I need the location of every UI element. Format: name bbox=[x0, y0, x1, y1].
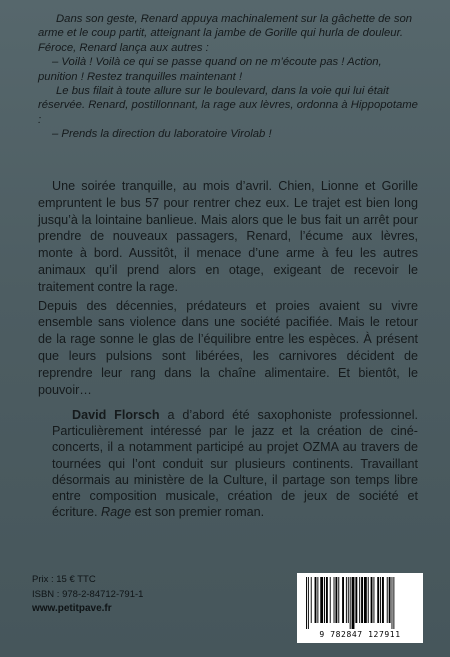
barcode-bar bbox=[392, 577, 393, 629]
excerpt-paragraph: Le bus filait à toute allure sur le boulevard, dans la voie qui lui était réservée. Renard, postillonnant, la rage aux lèvres, ordonna à Hippopotame : bbox=[38, 85, 418, 126]
barcode-bar bbox=[308, 577, 309, 629]
barcode-bar bbox=[306, 577, 307, 629]
barcode-bar bbox=[382, 577, 384, 623]
summary-paragraph: Une soirée tranquille, au mois d’avril. Chien, Lionne et Gorille empruntent le bus 57 pour rentrer chez eux. Le trajet est bien long jusqu’à la lointaine banlieue. Mais alors que le bus fait un arrêt pour prendre de nouveaux passagers, Renard, l’écume aux lèvres, monte à bord. Aussitôt, il menace d’une arme à feu les autres animaux qu’il prend alors en otage, exigeant de recevoir le traitement contre la rage. bbox=[38, 179, 418, 294]
barcode-bar bbox=[315, 577, 317, 623]
isbn-label: ISBN : 978-2-84712-791-1 bbox=[32, 588, 144, 600]
barcode-bar bbox=[320, 577, 323, 623]
barcode-bar bbox=[326, 577, 328, 623]
excerpt-dialogue: – Voilà ! Voilà ce qui se passe quand on ne m’écoute pas ! Action, punition ! Restez tranquilles maintenant ! bbox=[38, 56, 382, 83]
barcode-bar bbox=[346, 577, 347, 623]
barcode-bar bbox=[342, 577, 344, 623]
summary-paragraph: Depuis des décennies, prédateurs et proies avaient su vivre ensemble sans violence dans une société pacifiée. Mais le retour de la rage sonne le glas de l’équilibre entre les espèces. À présent que leurs pulsions sont libérées, les carnivores décident de reprendre leur rang dans la chaîne alimentaire. Et bientôt, le pouvoir… bbox=[38, 298, 418, 397]
barcode-bar bbox=[338, 577, 339, 623]
author-bio-paragraph bbox=[52, 407, 418, 520]
barcode-bar bbox=[324, 577, 325, 623]
book-summary bbox=[38, 178, 418, 398]
barcode-bar bbox=[361, 577, 363, 623]
barcode-bar bbox=[311, 577, 312, 623]
barcode-bar bbox=[359, 577, 360, 623]
barcode-bar bbox=[334, 577, 335, 623]
barcode-bar bbox=[393, 577, 394, 629]
excerpt-paragraph: Dans son geste, Renard appuya machinalement sur la gâchette de son arme et le coup partit, atteignant la jambe de Gorille qui hurla de douleur. Féroce, Renard lança aux autres : bbox=[38, 13, 413, 54]
barcode-bar bbox=[350, 577, 351, 629]
barcode-bar bbox=[373, 577, 374, 623]
barcode-bar bbox=[364, 577, 367, 623]
barcode-bar bbox=[387, 577, 388, 623]
barcode-bar bbox=[380, 577, 381, 623]
barcode-bar bbox=[355, 577, 357, 623]
barcode-digits: 9 782847 127911 bbox=[319, 630, 401, 639]
excerpt-dialogue: – Prends la direction du laboratoire Virolab ! bbox=[52, 128, 272, 141]
price-label: Prix : 15 € TTC bbox=[32, 574, 96, 585]
barcode-bar bbox=[389, 577, 391, 623]
barcode-bar bbox=[335, 577, 337, 623]
barcode-bar bbox=[330, 577, 331, 623]
author-bio bbox=[52, 407, 418, 520]
barcode-bar bbox=[317, 577, 318, 623]
book-excerpt bbox=[38, 12, 418, 142]
barcode-bar bbox=[371, 577, 373, 623]
author-bio-text: a d’abord été saxophoniste professionnel. Particulièrement intéressé par le jazz et la création de ciné-concerts, il a notamment participé au projet OZMA au travers de tournées qui l’ont conduit sur plusieurs continents. Travaillant désormais au ministère de la Culture, il partage son temps libre entre composition musicale, création de jeux de société et écriture. bbox=[52, 408, 418, 520]
barcode-bar bbox=[352, 577, 355, 629]
barcode-bars bbox=[303, 577, 417, 629]
book-title: Rage bbox=[101, 505, 132, 520]
author-bio-text-end: est son premier roman. bbox=[131, 505, 265, 520]
isbn-barcode bbox=[297, 573, 423, 643]
barcode-bar bbox=[368, 577, 369, 623]
barcode-bar bbox=[377, 577, 379, 623]
barcode-bar bbox=[348, 577, 349, 623]
author-name: David Florsch bbox=[72, 408, 160, 422]
publication-info bbox=[32, 573, 143, 617]
publisher-website: www.petitpave.fr bbox=[32, 603, 112, 614]
